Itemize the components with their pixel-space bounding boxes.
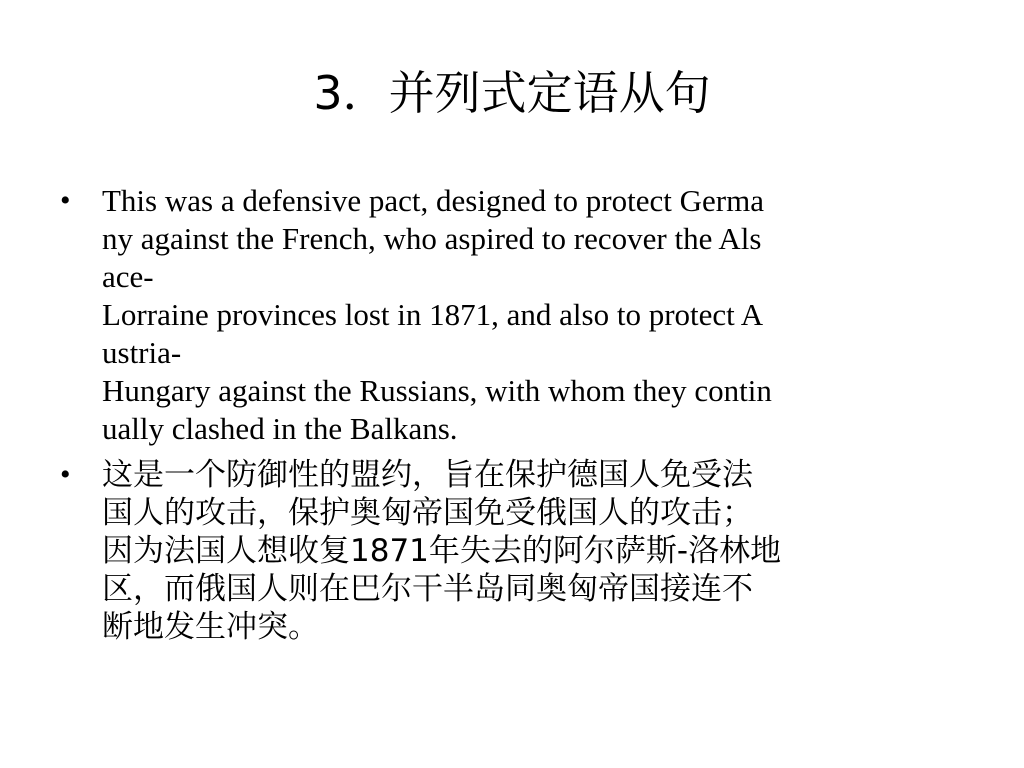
text-line: ace- (102, 259, 154, 294)
bullet-item-english (60, 182, 970, 448)
bullet-dot-icon: • (60, 184, 71, 217)
text-line: 这是一个防御性的盟约，旨在保护德国人免受法 (102, 457, 753, 493)
text-line: ustria- (102, 335, 182, 370)
text-line: 国人的攻击，保护奥匈帝国免受俄国人的攻击； (102, 495, 753, 531)
bullet-item-chinese (60, 456, 970, 646)
text-line: 断地发生冲突。 (102, 609, 319, 645)
bullet-text-chinese (102, 456, 970, 646)
text-line: Lorraine provinces lost in 1871, and also to protect A (102, 297, 764, 332)
text-line: 因为法国人想收复1871年失去的阿尔萨斯-洛林地 (102, 533, 782, 569)
bullet-list (60, 182, 970, 654)
text-line: Hungary against the Russians, with whom they contin (102, 373, 772, 408)
text-line: 区，而俄国人则在巴尔干半岛同奥匈帝国接连不 (102, 571, 753, 607)
bullet-dot-icon: • (60, 458, 71, 491)
text-line: ually clashed in the Balkans. (102, 411, 458, 446)
slide-title: 3．并列式定语从句 (313, 66, 711, 120)
text-line: ny against the French, who aspired to recover the Als (102, 221, 762, 256)
text-line: This was a defensive pact, designed to protect Germa (102, 183, 764, 218)
bullet-text-english (102, 182, 970, 448)
